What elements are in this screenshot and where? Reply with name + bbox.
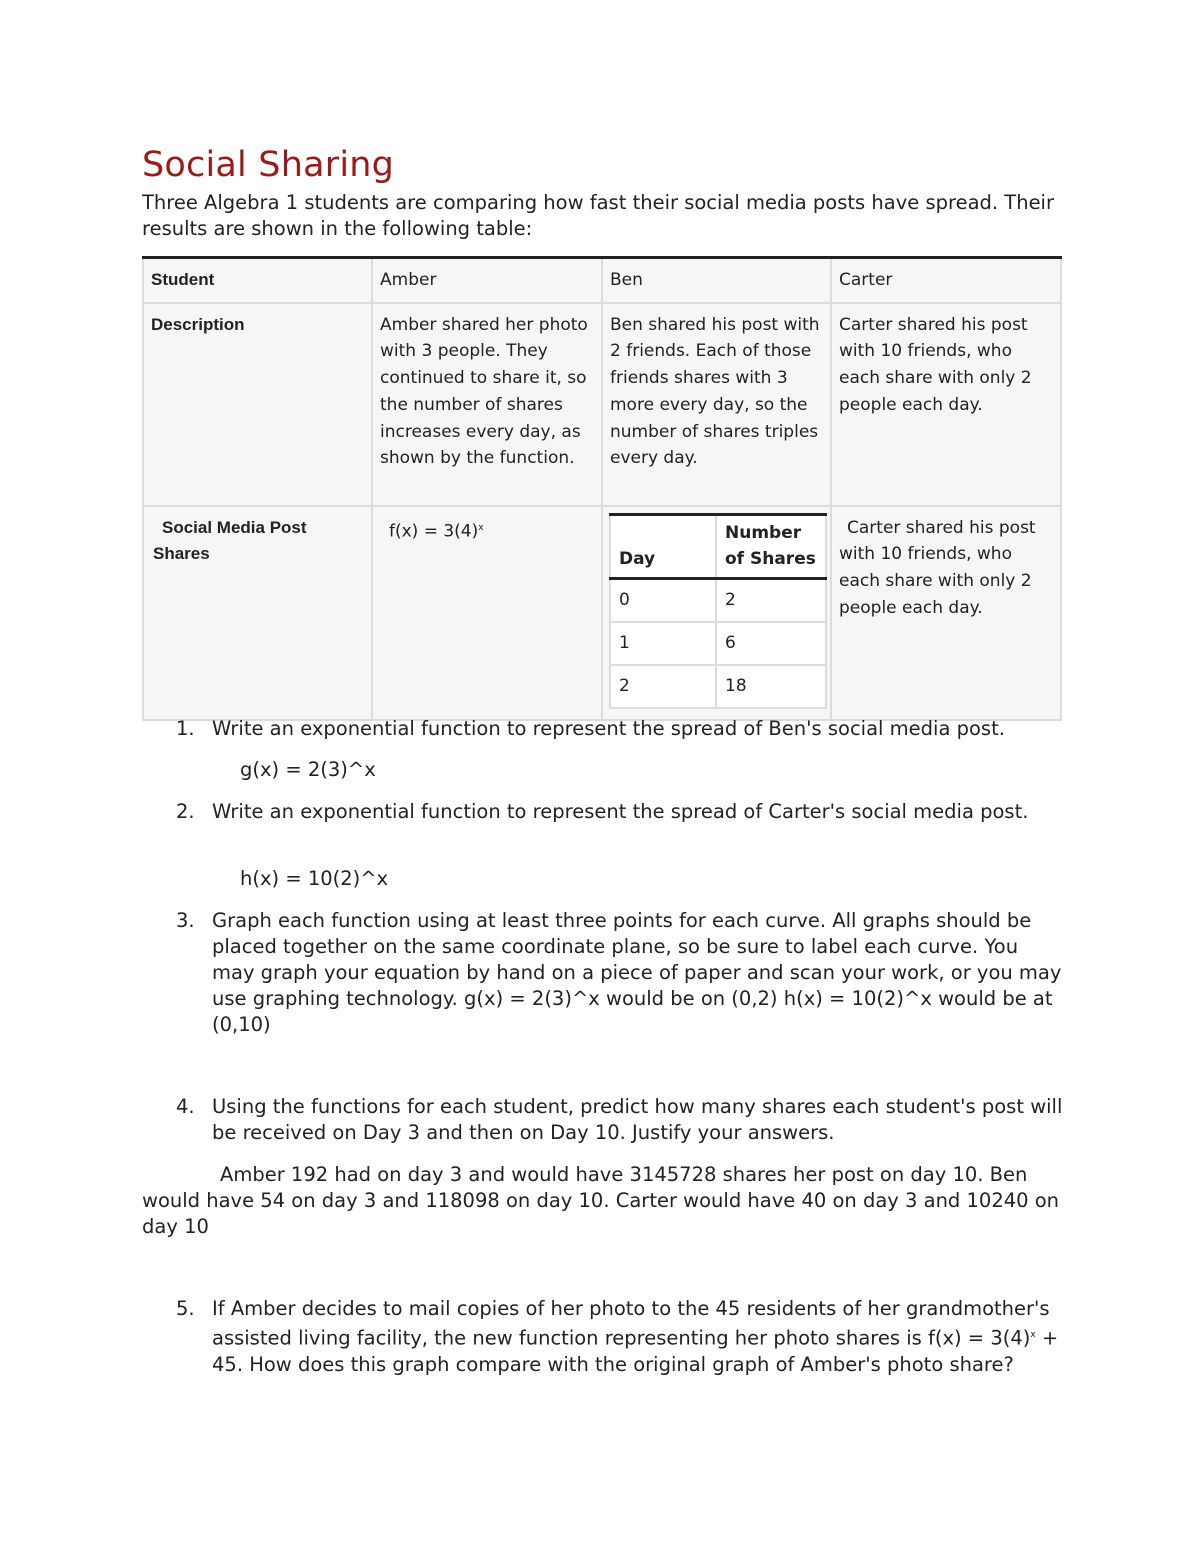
description-amber: Amber shared her photo with 3 people. They continued to share it, so the number of shares increases every day, as shown by the function. [372,303,602,506]
header-carter: Carter [831,258,1061,303]
table-row [610,622,826,665]
description-label: Description [143,303,372,506]
question-3 [176,908,1066,1038]
shares-ben [602,506,831,720]
shares-label-text: Social Media Post Shares [153,517,307,564]
question-text [212,1296,1066,1378]
description-ben: Ben shared his post with 2 friends. Each of those friends shares with 3 more every day, so the number of shares triples every day. [602,303,831,506]
answer-4: Amber 192 had on day 3 and would have 3145728 shares her post on day 10. Ben would have 54 on day 3 and 118098 on day 10. Carter would have 40 on day 3 and 10240 on day 10 [142,1163,1060,1238]
question-4 [176,1094,1066,1146]
shares-label [143,506,372,720]
shares-cell: 2 [716,579,826,623]
question-1 [176,716,1066,742]
col-day: Day [610,514,716,578]
amber-function: f(x) = 3(4) [389,521,479,542]
shares-cell: 18 [716,665,826,708]
shares-carter-text: Carter shared his post with 10 friends, who each share with only 2 people each day. [839,517,1036,618]
shares-cell: 6 [716,622,826,665]
question-text-before: If Amber decides to mail copies of her photo to the 45 residents of her grandmother's assisted living facility, the new function representing her photo shares is f(x) = 3(4) [212,1297,1050,1350]
description-carter: Carter shared his post with 10 friends, who each share with only 2 people each day. [831,303,1061,506]
day-cell: 0 [610,579,716,623]
ben-shares-table [609,513,827,709]
answer-1: g(x) = 2(3)^x [240,758,376,781]
question-5 [176,1296,1066,1378]
question-number: 1. [176,717,195,740]
col-number-of-shares: Number of Shares [716,514,826,578]
question-text: Using the functions for each student, predict how many shares each student's post will be received on Day 3 and then on Day 10. Justify your answers. [212,1095,1063,1144]
day-cell: 2 [610,665,716,708]
amber-function-exponent: x [478,522,484,533]
question-number: 3. [176,909,195,932]
header-student: Student [143,258,372,303]
question-number: 4. [176,1095,195,1118]
header-amber: Amber [372,258,602,303]
page-title: Social Sharing [142,145,395,185]
question-text-after: + 45. How does this graph compare with the original graph of Amber's photo share? [212,1326,1059,1376]
shares-amber [372,506,602,720]
question-number: 5. [176,1297,195,1320]
question-text: Write an exponential function to represent the spread of Ben's social media post. [212,717,1005,740]
table-header-row [143,258,1061,303]
comparison-table [142,256,1062,721]
answer-2: h(x) = 10(2)^x [240,867,389,890]
intro-paragraph: Three Algebra 1 students are comparing how fast their social media posts have spread. Their results are shown in the following table: [142,191,1054,240]
question-text: Graph each function using at least three points for each curve. All graphs should be placed together on the same coordinate plane, so be sure to label each curve. You may graph your equation by hand on a piece of paper and scan your work, or you may use graphing technology. g(x) = 2(3)^x would be on (0,2) h(x) = 10(2)^x would be at (0,10) [212,909,1062,1036]
table-row [610,579,826,623]
table-description-row [143,303,1061,506]
table-shares-row [143,506,1061,720]
question-2 [176,799,1066,825]
ben-table-header [610,514,826,578]
shares-carter [831,506,1061,720]
question-text: Write an exponential function to represent the spread of Carter's social media post. [212,800,1029,823]
question-number: 2. [176,800,195,823]
day-cell: 1 [610,622,716,665]
header-ben: Ben [602,258,831,303]
function-exponent: x [1030,1330,1036,1340]
table-row [610,665,826,708]
